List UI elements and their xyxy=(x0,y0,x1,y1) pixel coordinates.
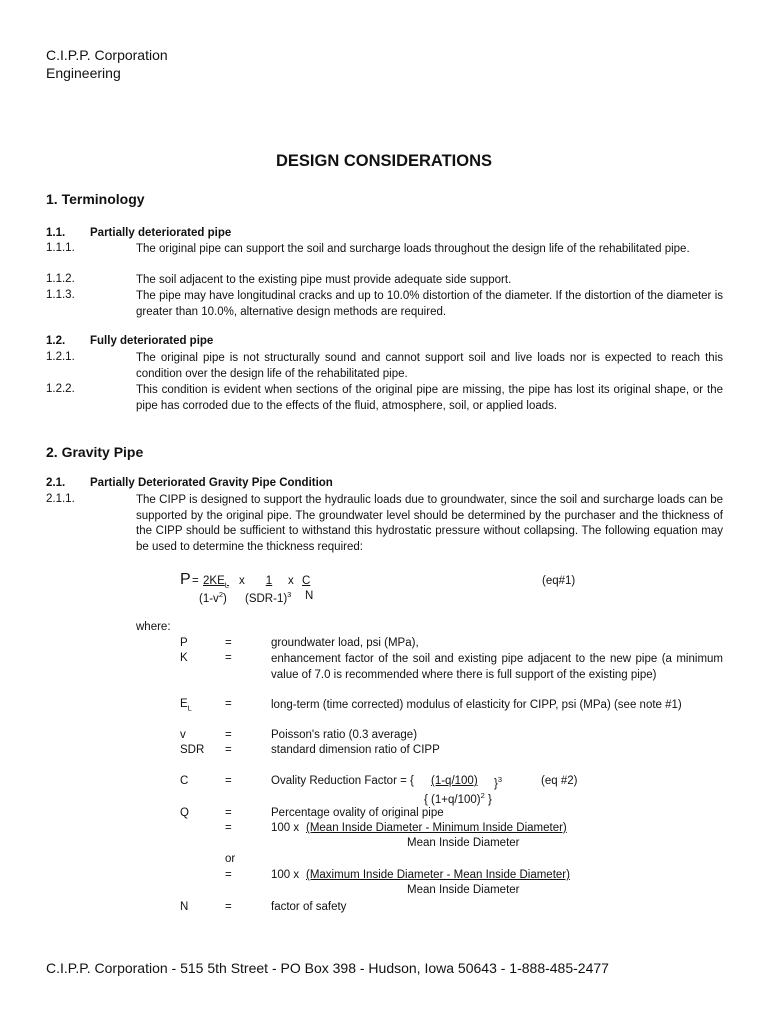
section-heading-gravity-pipe: 2. Gravity Pipe xyxy=(46,444,144,460)
equation-equals: = xyxy=(192,575,199,587)
section-heading-terminology: 1. Terminology xyxy=(46,191,145,207)
where-symbol: v xyxy=(180,729,186,741)
or-label: or xyxy=(225,853,236,865)
department-name: Engineering xyxy=(46,65,121,81)
ovality-formula-numerator: (Mean Inside Diameter - Minimum Inside Diameter) xyxy=(306,822,567,834)
subsection-number: 2.1. xyxy=(46,477,66,489)
ovality-formula-denominator: Mean Inside Diameter xyxy=(407,837,520,849)
equation-denominator-3: N xyxy=(305,590,314,602)
item-number: 1.2.2. xyxy=(46,383,75,395)
item-text: The original pipe can support the soil and surcharge loads throughout the design life of the rehabilitated pipe. xyxy=(136,243,690,255)
equation-symbol-p: P xyxy=(180,571,191,588)
where-symbol: SDR xyxy=(180,744,205,756)
ovality-denominator: { $(1+q/100)^2$ } xyxy=(424,791,492,806)
item-text: This condition is evident when sections of the original pipe are missing, the pipe has lost its original shape, or the pipe has corroded due to the effects of the fluid, atmosphere, soil, or applied loads. xyxy=(136,384,723,412)
item-text: The pipe may have longitudinal cracks and up to 10.0% distortion of the diameter. If the distortion of the diameter is greater than 10.0%, alternative design methods are required. xyxy=(136,290,723,318)
where-equals: = xyxy=(225,729,232,741)
where-equals: = xyxy=(225,652,232,664)
where-equals: = xyxy=(225,637,232,649)
where-symbol: $E_L$ xyxy=(180,698,192,713)
where-definition: standard dimension ratio of CIPP xyxy=(271,744,440,756)
equation-numerator-2: 1 xyxy=(265,575,273,587)
where-equals: = xyxy=(225,807,232,819)
where-symbol: K xyxy=(180,652,188,664)
page-title: DESIGN CONSIDERATIONS xyxy=(275,152,493,170)
where-definition: Poisson's ratio (0.3 average) xyxy=(271,729,418,741)
page-footer: C.I.P.P. Corporation - 515 5th Street - PO Box 398 - Hudson, Iowa 50643 - 1-888-485-2477 xyxy=(46,960,609,976)
equation-label: (eq#1) xyxy=(542,575,576,587)
ovality-formula-numerator: (Maximum Inside Diameter - Mean Inside Diameter) xyxy=(306,869,570,881)
where-definition: groundwater load, psi (MPa), xyxy=(271,637,419,649)
ovality-numerator: (1-q/100) xyxy=(431,775,478,787)
company-name: C.I.P.P. Corporation xyxy=(46,47,168,63)
equation-denominator-2: $(SDR-1)^3$ xyxy=(245,590,292,605)
equation-times: x xyxy=(288,575,294,587)
where-equals: = xyxy=(225,822,232,834)
ovality-formula-denominator: Mean Inside Diameter xyxy=(407,884,520,896)
where-equals: = xyxy=(225,869,232,881)
equation-label: (eq #2) xyxy=(541,775,578,787)
equation-numerator-3: C xyxy=(302,575,311,587)
item-text: The soil adjacent to the existing pipe must provide adequate side support. xyxy=(136,274,512,286)
subsection-title: Fully deteriorated pipe xyxy=(90,335,214,347)
where-equals: = xyxy=(225,744,232,756)
item-number: 1.1.2. xyxy=(46,273,75,285)
where-symbol: N xyxy=(180,901,189,913)
item-number: 1.2.1. xyxy=(46,351,75,363)
where-symbol: Q xyxy=(180,807,189,819)
where-definition: factor of safety xyxy=(271,901,347,913)
subsection-title: Partially deteriorated pipe xyxy=(90,227,232,239)
where-definition: Ovality Reduction Factor = { xyxy=(271,775,414,787)
item-number: 2.1.1. xyxy=(46,493,75,505)
subsection-number: 1.1. xyxy=(46,227,66,239)
ovality-close-brace: }$^3$ xyxy=(494,775,503,790)
equation-times: x xyxy=(239,575,245,587)
item-number: 1.1.3. xyxy=(46,289,75,301)
where-symbol: C xyxy=(180,775,189,787)
where-symbol: P xyxy=(180,637,188,649)
where-definition: Percentage ovality of original pipe xyxy=(271,807,444,819)
equation-denominator-1: $(1-v^2)$ xyxy=(199,590,227,605)
subsection-title: Partially Deteriorated Gravity Pipe Condition xyxy=(90,477,333,489)
item-number: 1.1.1. xyxy=(46,242,75,254)
item-text: The CIPP is designed to support the hydraulic loads due to groundwater, since the soil and surcharge loads can be supported by the original pipe. The groundwater level should be determined by the purchaser and the thickness of the CIPP should be sufficient to withstand this hydrostatic pressure without collapsing. The following equation may be used to determine the thickness required: xyxy=(136,494,723,553)
item-text: The original pipe is not structurally sound and cannot support soil and live loads nor is expected to reach this condition over the design life of the rehabilitated pipe. xyxy=(136,352,723,380)
where-definition: long-term (time corrected) modulus of elasticity for CIPP, psi (MPa) (see note #1) xyxy=(271,699,682,711)
where-definition: enhancement factor of the soil and existing pipe adjacent to the new pipe (a minimum value of 7.0 is recommended where there is full support of the existing pipe) xyxy=(271,653,723,681)
where-equals: = xyxy=(225,698,232,710)
subsection-number: 1.2. xyxy=(46,335,66,347)
where-equals: = xyxy=(225,901,232,913)
ovality-formula-prefix: 100 x xyxy=(271,822,300,834)
where-label: where: xyxy=(136,621,171,633)
equation-numerator-1: $2KE_L$ xyxy=(203,575,229,590)
ovality-formula-prefix: 100 x xyxy=(271,869,300,881)
where-equals: = xyxy=(225,775,232,787)
